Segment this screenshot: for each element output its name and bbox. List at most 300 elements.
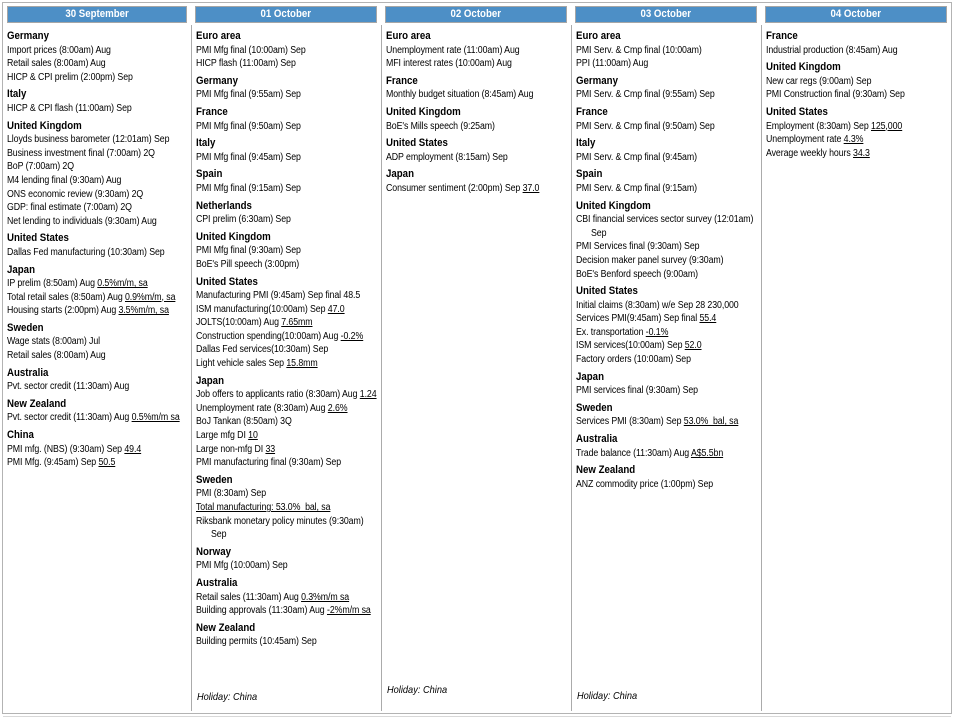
event-line — [7, 201, 190, 215]
country-heading — [196, 577, 380, 591]
event-line — [386, 151, 570, 165]
text-content: Japan — [576, 370, 604, 383]
text-content: 30 September — [65, 8, 129, 20]
event-line — [7, 174, 190, 188]
column-date-header — [765, 6, 947, 23]
text-content: Retail sales (11:30am) Aug 0.3%m/m sa — [196, 591, 350, 603]
country-section — [196, 231, 380, 272]
text-content: CPI prelim (6:30am) Sep — [196, 214, 291, 226]
event-line — [196, 388, 380, 402]
text-content: BoP (7:00am) 2Q — [7, 161, 75, 173]
column-date-header — [7, 6, 187, 23]
text-content: Ex. transportation -0.1% — [576, 326, 669, 338]
country-heading — [196, 375, 380, 389]
country-heading — [7, 429, 190, 443]
country-heading — [196, 231, 380, 245]
country-heading — [7, 398, 190, 412]
country-heading — [7, 322, 190, 336]
country-heading — [576, 137, 760, 151]
country-section — [196, 276, 380, 371]
text-content: Import prices (8:00am) Aug — [7, 44, 111, 56]
text-content: Retail sales (8:00am) Aug — [7, 350, 106, 362]
country-heading — [196, 546, 380, 560]
event-line — [7, 349, 190, 363]
event-line — [386, 120, 570, 134]
country-section — [196, 106, 380, 133]
country-section — [196, 546, 380, 573]
text-content: France — [766, 30, 798, 42]
text-content: ISM manufacturing(10:00am) Sep 47.0 — [196, 303, 345, 315]
text-content: United States — [7, 232, 69, 245]
country-heading — [576, 285, 760, 299]
text-content: BoE's Mills speech (9:25am) — [386, 120, 495, 132]
text-content: Germany — [196, 74, 238, 87]
country-section — [7, 264, 190, 318]
text-content: Australia — [7, 366, 49, 379]
country-heading — [196, 106, 380, 120]
event-value: 0.5%m/m sa — [131, 412, 180, 424]
event-line — [7, 335, 190, 349]
country-heading — [7, 367, 190, 381]
country-section — [576, 402, 760, 429]
event-line — [196, 501, 380, 515]
day-column — [381, 25, 571, 711]
event-line — [576, 57, 760, 71]
text-content: Building permits (10:45am) Sep — [196, 636, 317, 648]
text-content: France — [196, 105, 228, 118]
country-heading — [576, 464, 760, 478]
event-value: 10 — [248, 430, 258, 442]
country-heading — [766, 30, 950, 44]
text-content: GDP: final estimate (7:00am) 2Q — [7, 202, 132, 214]
text-content: New Zealand — [7, 397, 67, 410]
event-line — [766, 44, 950, 58]
text-content: ISM services(10:00am) Sep 52.0 — [576, 340, 702, 352]
economic-calendar-table — [2, 2, 952, 714]
text-content: PMI Serv. & Cmp final (9:55am) Sep — [576, 89, 715, 101]
event-value: 0.9%m/m, sa — [125, 291, 176, 303]
text-content: United States — [576, 285, 638, 298]
event-value: 33 — [265, 443, 276, 455]
event-line — [766, 133, 950, 147]
country-section — [196, 75, 380, 102]
header-cell — [191, 3, 381, 25]
text-content: Japan — [7, 263, 35, 276]
event-line — [7, 380, 190, 394]
country-section — [386, 168, 570, 195]
event-line — [766, 120, 950, 134]
text-content: United Kingdom — [7, 119, 82, 132]
event-line — [196, 429, 380, 443]
event-line — [196, 289, 380, 303]
country-heading — [196, 474, 380, 488]
country-section — [576, 137, 760, 164]
text-content: United States — [386, 137, 448, 150]
event-line — [576, 120, 760, 134]
event-line — [196, 182, 380, 196]
event-line — [196, 120, 380, 134]
body-row — [3, 25, 951, 711]
text-content: Retail sales (8:00am) Aug — [7, 58, 106, 70]
text-content: PMI Mfg final (9:15am) Sep — [196, 182, 301, 194]
country-section — [576, 30, 760, 71]
country-section — [7, 232, 190, 259]
column-date-header — [195, 6, 377, 23]
country-section — [196, 474, 380, 542]
event-line — [196, 357, 380, 371]
text-content: BoJ Tankan (8:50am) 3Q — [196, 416, 292, 428]
text-content: Consumer sentiment (2:00pm) Sep 37.0 — [386, 182, 540, 194]
text-content: Trade balance (11:30am) Aug A$5.5bn — [576, 447, 724, 459]
event-line — [196, 635, 380, 649]
event-line — [7, 147, 190, 161]
text-content: Manufacturing PMI (9:45am) Sep final 48.5 — [196, 290, 361, 302]
country-heading — [766, 61, 950, 75]
column-date-header — [385, 6, 567, 23]
event-value: -0.1% — [645, 326, 669, 338]
text-content: Australia — [196, 576, 238, 589]
country-heading — [386, 168, 570, 182]
event-line — [196, 415, 380, 429]
text-content: PMI Serv. & Cmp final (9:15am) — [576, 182, 697, 194]
text-content: France — [576, 105, 608, 118]
text-content: Italy — [7, 88, 27, 101]
country-section — [576, 106, 760, 133]
text-content: PMI Mfg final (9:55am) Sep — [196, 89, 301, 101]
country-heading — [576, 402, 760, 416]
event-line — [196, 303, 380, 317]
text-content: CBI financial services sector survey (12:01am) — [576, 214, 754, 226]
country-heading — [386, 137, 570, 151]
text-content: HICP flash (11:00am) Sep — [196, 58, 296, 70]
country-heading — [386, 75, 570, 89]
event-line — [196, 44, 380, 58]
event-line — [196, 343, 380, 357]
event-line — [576, 415, 760, 429]
text-content: Sep — [591, 227, 607, 239]
event-value: -0.2% — [340, 330, 364, 342]
event-value: 37.0 — [522, 182, 540, 194]
event-line — [576, 254, 760, 268]
event-line — [196, 330, 380, 344]
event-line — [7, 456, 190, 470]
event-line — [7, 277, 190, 291]
event-value: A$5.5bn — [690, 447, 724, 459]
text-content: United Kingdom — [196, 230, 271, 243]
country-section — [196, 168, 380, 195]
text-content: Japan — [386, 168, 414, 181]
text-content: PMI Services final (9:30am) Sep — [576, 241, 700, 253]
country-section — [196, 30, 380, 71]
event-line — [766, 75, 950, 89]
text-content: 02 October — [450, 8, 502, 20]
event-line — [576, 339, 760, 353]
text-content: PMI services final (9:30am) Sep — [576, 385, 698, 397]
text-content: Total retail sales (8:50am) Aug 0.9%m/m, sa — [7, 291, 176, 303]
text-content: Pvt. sector credit (11:30am) Aug — [7, 381, 130, 393]
event-value: 125,000 — [871, 120, 903, 132]
text-content — [196, 501, 330, 515]
country-heading — [196, 276, 380, 290]
event-line — [7, 188, 190, 202]
event-value: 2.6% — [327, 402, 348, 414]
text-content: Wage stats (8:00am) Jul — [7, 336, 101, 348]
header-cell — [761, 3, 951, 25]
text-content: United Kingdom — [386, 105, 461, 118]
text-content: Construction spending(10:00am) Aug -0.2% — [196, 330, 364, 342]
country-heading — [196, 168, 380, 182]
event-line — [196, 559, 380, 573]
text-content: Net lending to individuals (9:30am) Aug — [7, 215, 157, 227]
event-line — [196, 604, 380, 618]
text-content: PMI Serv. & Cmp final (10:00am) — [576, 44, 702, 56]
text-content: BoE's Pill speech (3:00pm) — [196, 258, 300, 270]
country-section — [576, 200, 760, 282]
country-section — [7, 429, 190, 470]
event-value: 34.3 — [853, 147, 870, 159]
day-column — [761, 25, 951, 711]
country-heading — [196, 137, 380, 151]
text-content: New Zealand — [576, 464, 636, 477]
country-section — [7, 322, 190, 363]
event-line — [7, 291, 190, 305]
text-content: PMI Mfg (10:00am) Sep — [196, 560, 288, 572]
country-heading — [196, 75, 380, 89]
event-line — [576, 44, 760, 58]
event-line — [576, 299, 760, 313]
holiday-note — [387, 684, 455, 696]
event-line — [196, 487, 380, 501]
text-content: Sweden — [196, 473, 233, 486]
holiday-note — [197, 691, 265, 703]
country-section — [386, 137, 570, 164]
event-line — [7, 304, 190, 318]
text-content: Dallas Fed manufacturing (10:30am) Sep — [7, 246, 165, 258]
event-line — [576, 213, 760, 227]
event-value: 0.5%m/m, sa — [97, 278, 148, 290]
text-content: Decision maker panel survey (9:30am) — [576, 254, 724, 266]
text-content: Sweden — [7, 321, 44, 334]
event-line — [386, 44, 570, 58]
country-heading — [576, 75, 760, 89]
text-content: United States — [196, 275, 258, 288]
event-value: 50.5 — [98, 457, 116, 469]
event-value: 1.24 — [359, 389, 377, 401]
event-line — [576, 182, 760, 196]
text-content: Australia — [576, 433, 618, 446]
event-line — [576, 312, 760, 326]
text-content: Unemployment rate 4.3% — [766, 134, 864, 146]
country-section — [576, 464, 760, 491]
text-content: Holiday: China — [387, 684, 448, 696]
country-section — [386, 106, 570, 133]
country-heading — [576, 168, 760, 182]
country-heading — [196, 622, 380, 636]
text-content: ONS economic review (9:30am) 2Q — [7, 188, 144, 200]
event-value: 52.0 — [684, 340, 702, 352]
text-content: 01 October — [260, 8, 312, 20]
holiday-note — [577, 690, 645, 702]
header-row — [3, 3, 951, 25]
country-section — [7, 88, 190, 115]
header-cell — [571, 3, 761, 25]
event-value: 7.65mm — [281, 317, 313, 329]
event-line — [576, 447, 760, 461]
event-line — [576, 268, 760, 282]
country-section — [576, 168, 760, 195]
text-content: Sweden — [576, 401, 613, 414]
text-content: Holiday: China — [197, 691, 258, 703]
country-heading — [766, 106, 950, 120]
text-content: Riksbank monetary policy minutes (9:30am) — [196, 515, 364, 527]
text-content: Monthly budget situation (8:45am) Aug — [386, 89, 534, 101]
text-content: 04 October — [830, 8, 882, 20]
event-line — [196, 443, 380, 457]
country-heading — [386, 106, 570, 120]
text-content: United Kingdom — [576, 199, 651, 212]
event-line — [196, 151, 380, 165]
header-cell — [381, 3, 571, 25]
text-content: PMI Construction final (9:30am) Sep — [766, 89, 905, 101]
text-content: Pvt. sector credit (11:30am) Aug 0.5%m/m sa — [7, 412, 180, 424]
country-heading — [7, 264, 190, 278]
event-line — [196, 258, 380, 272]
text-content: United Kingdom — [766, 61, 841, 74]
event-line — [7, 246, 190, 260]
event-line — [576, 240, 760, 254]
text-content: MFI interest rates (10:00am) Aug — [386, 58, 512, 70]
text-content: Italy — [576, 137, 596, 150]
text-content: Business investment final (7:00am) 2Q — [7, 147, 155, 159]
text-content: Initial claims (8:30am) w/e Sep 28 230,000 — [576, 299, 739, 311]
event-line — [386, 57, 570, 71]
event-line — [196, 591, 380, 605]
country-section — [196, 577, 380, 618]
country-section — [7, 120, 190, 229]
text-content: PMI mfg. (NBS) (9:30am) Sep 49.4 — [7, 443, 142, 455]
text-content: PPI (11:00am) Aug — [576, 58, 649, 70]
text-content: Euro area — [576, 30, 621, 42]
event-line — [7, 215, 190, 229]
event-line — [766, 147, 950, 161]
text-content: Japan — [196, 374, 224, 387]
event-value: Total manufacturing: 53.0% bal, sa — [196, 502, 331, 513]
event-line — [196, 88, 380, 102]
country-heading — [576, 200, 760, 214]
event-line — [7, 133, 190, 147]
country-section — [196, 375, 380, 470]
text-content: France — [386, 74, 418, 87]
event-line — [576, 88, 760, 102]
event-line — [576, 478, 760, 492]
country-heading — [7, 30, 190, 44]
text-content: Unemployment rate (11:00am) Aug — [386, 44, 520, 56]
country-section — [7, 398, 190, 425]
event-line — [386, 88, 570, 102]
text-content: Spain — [576, 168, 603, 181]
text-content: New Zealand — [196, 621, 256, 634]
text-content: Euro area — [386, 30, 431, 42]
text-content: BoE's Benford speech (9:00am) — [576, 268, 698, 280]
column-date-header — [575, 6, 757, 23]
text-content: PMI Mfg final (9:30am) Sep — [196, 245, 301, 257]
text-content: Factory orders (10:00am) Sep — [576, 354, 691, 366]
event-line — [196, 316, 380, 330]
event-line — [196, 402, 380, 416]
text-content: Services PMI (8:30am) Sep 53.0% bal, sa — [576, 416, 739, 428]
country-section — [386, 75, 570, 102]
text-content: PMI (8:30am) Sep — [196, 488, 267, 500]
country-heading — [576, 30, 760, 44]
event-line — [576, 227, 760, 241]
text-content: Industrial production (8:45am) Aug — [766, 44, 898, 56]
event-value: -2%m/m sa — [326, 605, 371, 617]
country-heading — [576, 371, 760, 385]
text-content: PMI Mfg final (9:45am) Sep — [196, 151, 301, 163]
text-content: Germany — [7, 30, 49, 42]
text-content: PMI Serv. & Cmp final (9:45am) — [576, 151, 697, 163]
country-section — [766, 61, 950, 102]
event-value: 3.5%m/m, sa — [118, 305, 169, 317]
event-line — [7, 71, 190, 85]
event-line — [7, 102, 190, 116]
text-content: Dallas Fed services(10:30am) Sep — [196, 344, 329, 356]
text-content: Light vehicle sales Sep 15.8mm — [196, 358, 318, 370]
text-content: Employment (8:30am) Sep 125,000 — [766, 120, 903, 132]
event-line — [576, 151, 760, 165]
text-content: Large mfg DI 10 — [196, 430, 258, 442]
text-content: Services PMI(9:45am) Sep final 55.4 — [576, 313, 717, 325]
event-line — [196, 213, 380, 227]
country-heading — [576, 433, 760, 447]
text-content: Holiday: China — [577, 690, 638, 702]
event-value: 4.3% — [843, 134, 864, 146]
country-section — [576, 433, 760, 460]
text-content: 03 October — [640, 8, 692, 20]
event-value: 15.8mm — [286, 358, 318, 370]
text-content: Spain — [196, 168, 223, 181]
event-line — [766, 88, 950, 102]
event-value: 55.4 — [699, 313, 717, 325]
country-heading — [196, 200, 380, 214]
text-content: ADP employment (8:15am) Sep — [386, 151, 508, 163]
event-line — [7, 160, 190, 174]
text-content: ANZ commodity price (1:00pm) Sep — [576, 478, 714, 490]
country-section — [576, 75, 760, 102]
text-content: PMI Mfg. (9:45am) Sep 50.5 — [7, 457, 116, 469]
country-section — [196, 137, 380, 164]
text-content: Norway — [196, 545, 231, 558]
text-content: Average weekly hours 34.3 — [766, 147, 870, 159]
event-line — [576, 353, 760, 367]
text-content: PMI Serv. & Cmp final (9:50am) Sep — [576, 120, 715, 132]
text-content: Sep — [211, 529, 227, 541]
event-value: 53.0% bal, sa — [683, 416, 739, 428]
country-heading — [196, 30, 380, 44]
event-line — [196, 244, 380, 258]
country-section — [576, 371, 760, 398]
country-section — [7, 367, 190, 394]
event-line — [196, 528, 380, 542]
country-heading — [7, 120, 190, 134]
text-content: Netherlands — [196, 199, 252, 212]
event-line — [7, 411, 190, 425]
text-content: New car regs (9:00am) Sep — [766, 75, 872, 87]
country-heading — [576, 106, 760, 120]
day-column — [3, 25, 191, 711]
day-column — [191, 25, 381, 711]
text-content: M4 lending final (9:30am) Aug — [7, 174, 122, 186]
